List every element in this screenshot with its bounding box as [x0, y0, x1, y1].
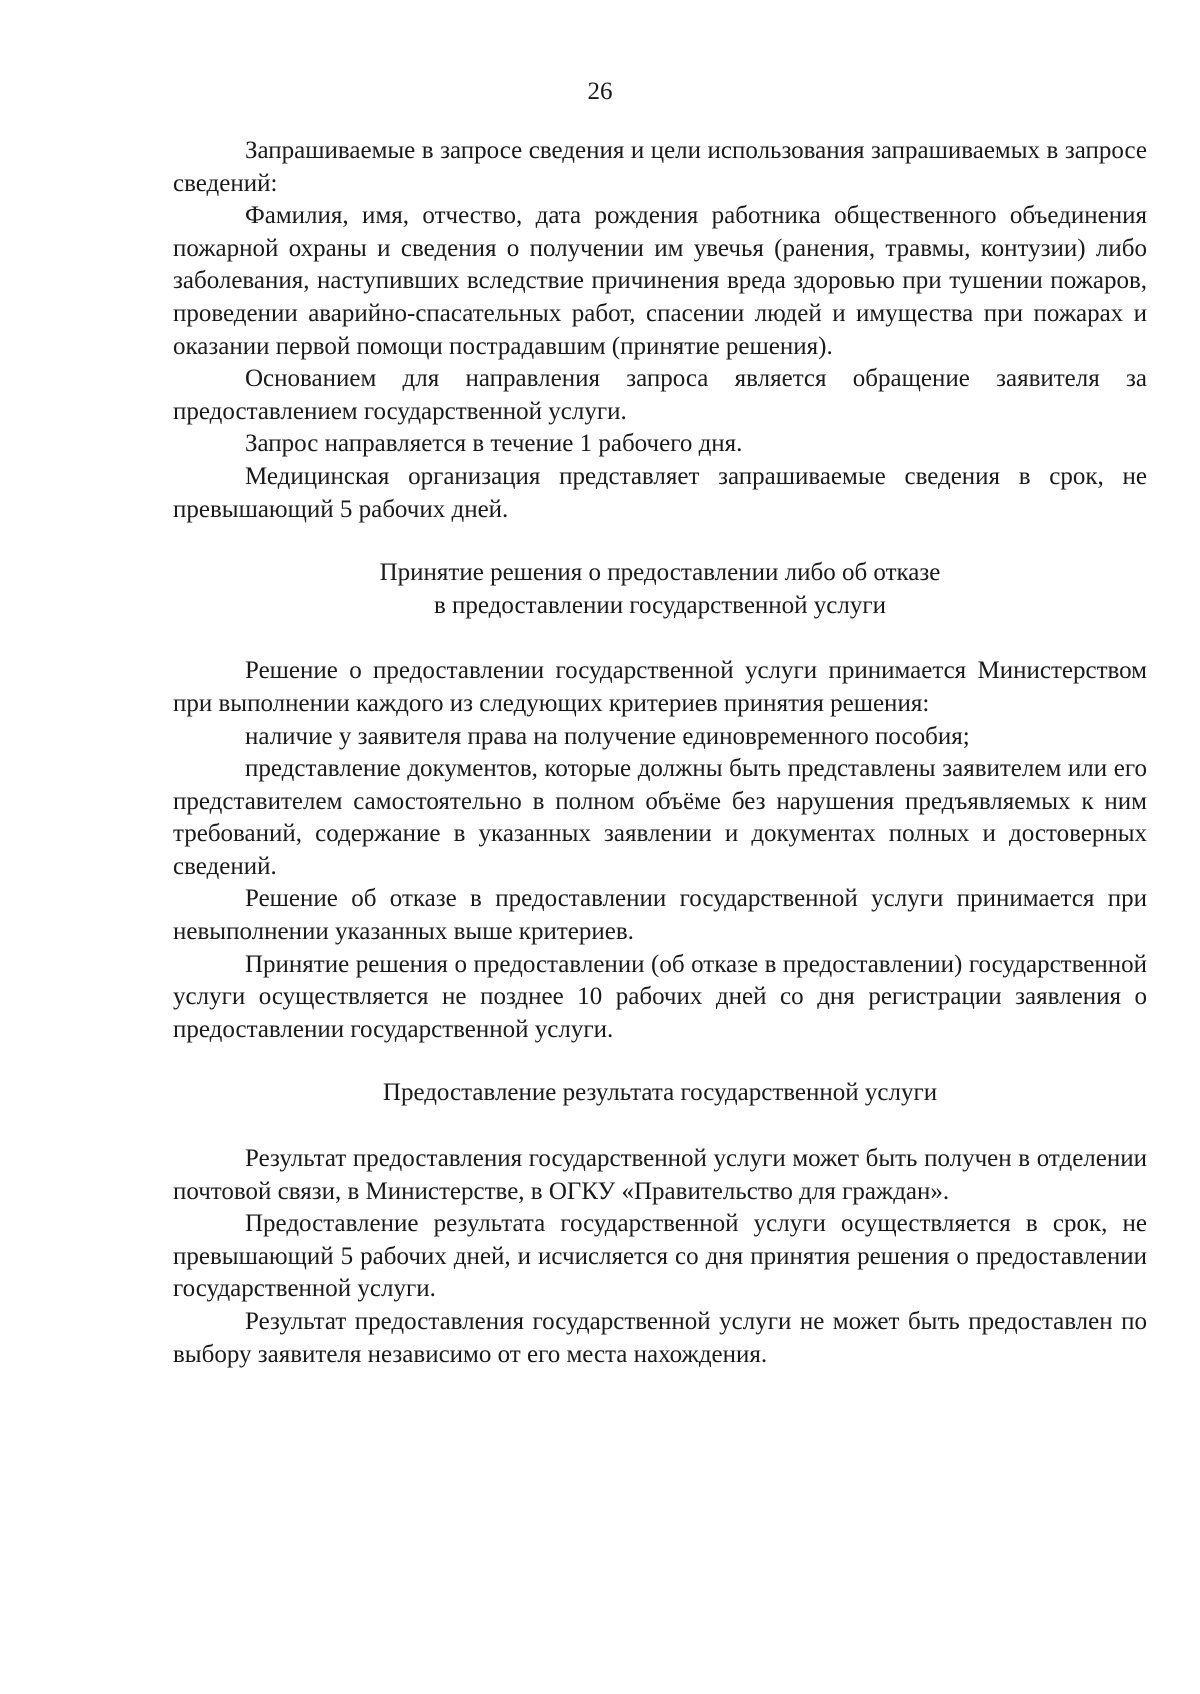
section-heading-decision-line2: в предоставлении государственной услуги — [433, 591, 887, 619]
page-number: 26 — [587, 78, 613, 105]
paragraph-request-timing: Запрос направляется в течение 1 рабочего дня. — [245, 430, 743, 458]
paragraph-criterion-right: наличие у заявителя права на получение единовременного пособия; — [245, 722, 970, 750]
paragraph-refusal: Решение об отказе в предоставлении государственной услуги принимается при невыполнении указанных выше критериев. — [173, 885, 1147, 946]
section-heading-decision-line1: Принятие решения о предоставлении либо об отказе — [379, 559, 941, 587]
paragraph-requested-info: Запрашиваемые в запросе сведения и цели использования запрашиваемых в запросе сведений: — [173, 137, 1147, 197]
paragraph-result-location: Результат предоставления государственной услуги не может быть предоставлен по выбору заявителя независимо от его места нахождения. — [173, 1308, 1147, 1368]
section-heading-result: Предоставление результата государственной услуги — [382, 1079, 938, 1107]
paragraph-request-basis: Основанием для направления запроса является обращение заявителя за предоставлением государственной услуги. — [173, 365, 1147, 425]
paragraph-result-channels: Результат предоставления государственной услуги может быть получен в отделении почтовой связи, в Министерстве, в ОГКУ «Правительство для граждан». — [173, 1145, 1147, 1205]
paragraph-criterion-documents: представление документов, которые должны быть представлены заявителем или его представителем самостоятельно в полном объёме без нарушения предъявляемых к ним требований, содержание в указанных заявлении и документах полных и достоверных сведений. — [173, 755, 1147, 880]
paragraph-medical-org-deadline: Медицинская организация представляет запрашиваемые сведения в срок, не превышающий 5 рабочих дней. — [173, 462, 1147, 523]
section-heading-decision — [173, 557, 1147, 622]
paragraph-result-deadline: Предоставление результата государственной услуги осуществляется в срок, не превышающий 5 рабочих дней, и исчисляется со дня принятия решения о предоставлении государственной услуги. — [173, 1210, 1147, 1303]
paragraph-decision-criteria: Решение о предоставлении государственной услуги принимается Министерством при выполнении каждого из следующих критериев принятия решения: — [173, 657, 1147, 717]
paragraph-decision-deadline: Принятие решения о предоставлении (об отказе в предоставлении) государственной услуги осуществляется не позднее 10 рабочих дней со дня регистрации заявления о предоставлении государственной услуги. — [173, 950, 1147, 1043]
document-body — [173, 135, 1147, 1371]
paragraph-requested-fields: Фамилия, имя, отчество, дата рождения работника общественного объединения пожарной охраны и сведения о получении им увечья (ранения, травмы, контузии) либо заболевания, наступивших вследствие причинения вреда здоровью при тушении пожаров, проведении аварийно-спасательных работ, спасении людей и имущества при пожарах и оказании первой помощи пострадавшим (принятие решения). — [173, 202, 1147, 360]
